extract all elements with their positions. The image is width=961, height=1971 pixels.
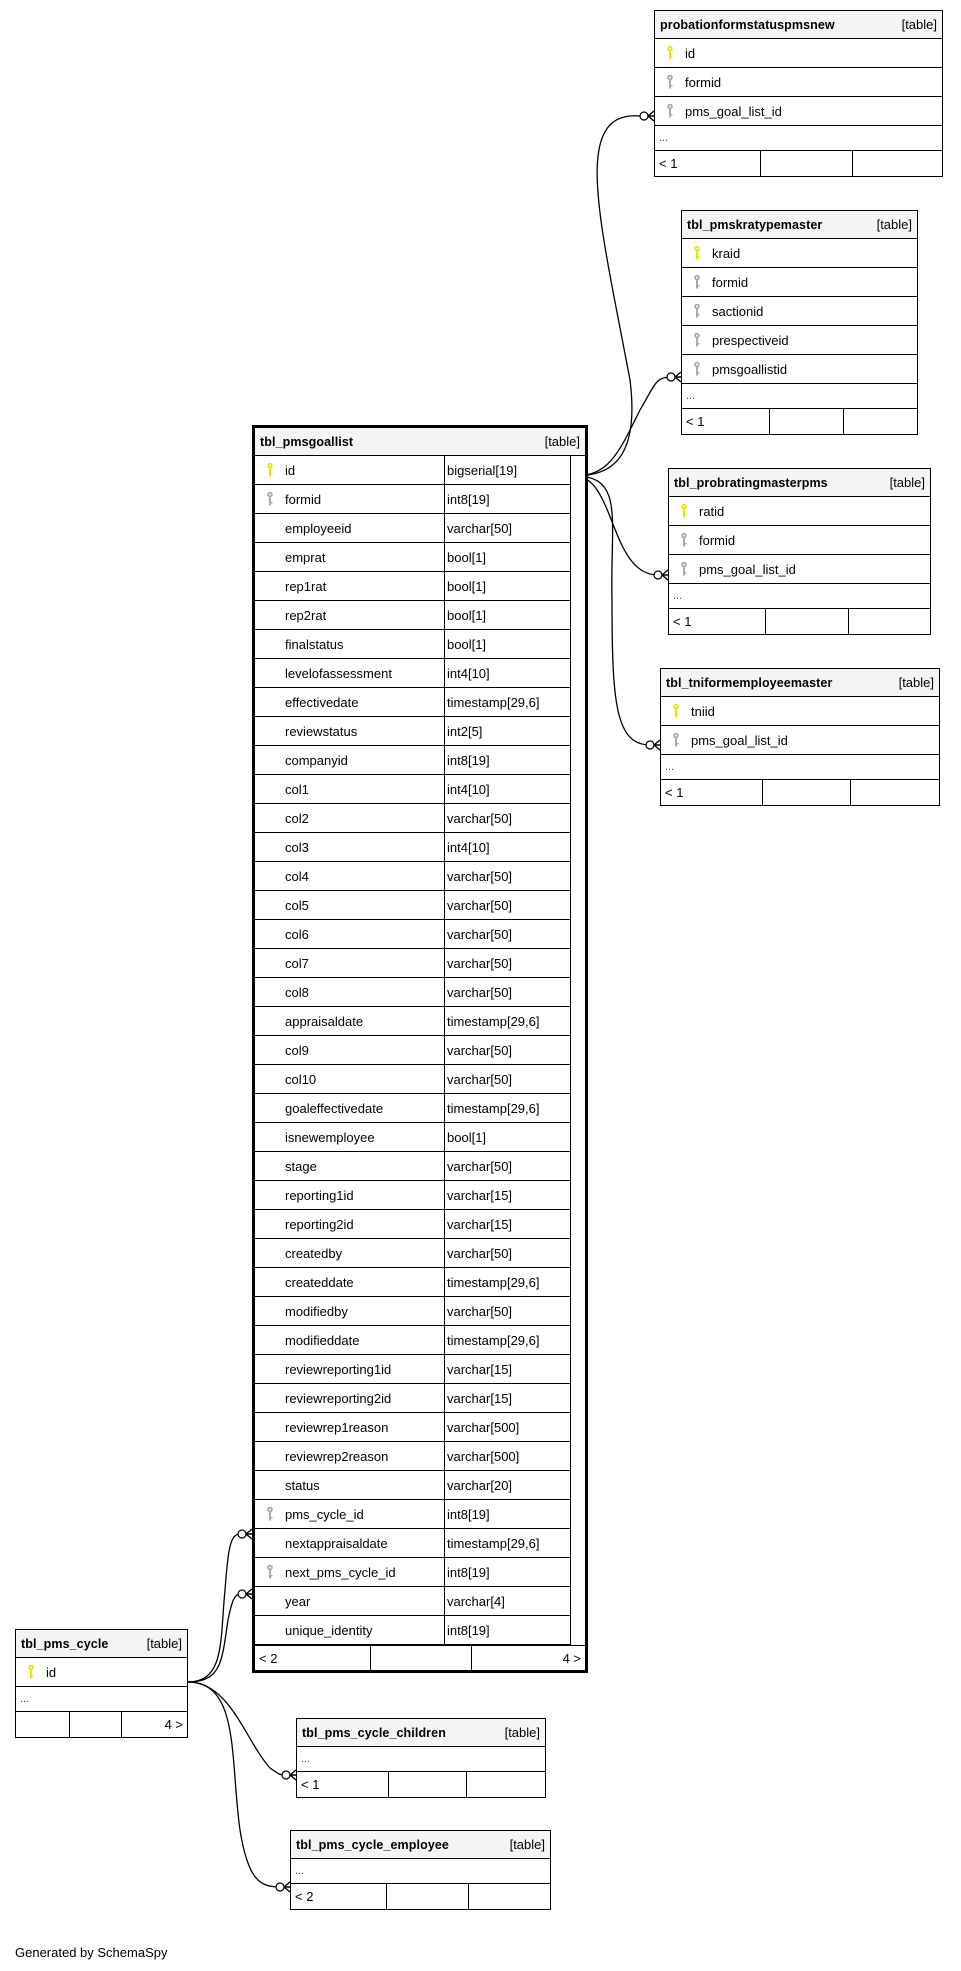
more-columns: ...	[661, 755, 939, 780]
column-name: reviewrep1reason	[285, 1419, 389, 1435]
column-row[interactable]	[255, 1500, 570, 1529]
generated-by-credit[interactable]: Generated by SchemaSpy	[15, 1945, 168, 1960]
column-name: goaleffectivedate	[285, 1100, 384, 1116]
table-kind: [table]	[901, 17, 937, 32]
table-kind: [table]	[504, 1725, 540, 1740]
column-name: col3	[285, 839, 309, 855]
rows-count	[389, 1772, 467, 1797]
column-row[interactable]	[682, 268, 917, 297]
table-kind: [table]	[876, 217, 912, 232]
column-row[interactable]	[255, 1181, 570, 1210]
rows-count	[761, 151, 853, 176]
column-type: varchar[50]	[444, 949, 570, 977]
foreign-key-icon	[669, 561, 699, 577]
column-name: tniid	[691, 703, 715, 719]
parents-count[interactable]: < 1	[297, 1772, 389, 1797]
column-name: col10	[285, 1071, 317, 1087]
table-name[interactable]: tbl_tniformemployeemaster	[666, 675, 833, 690]
column-type: bool[1]	[444, 572, 570, 600]
column-type: timestamp[29,6]	[444, 1094, 570, 1122]
crowfoot-probationformstatuspmsnew	[640, 111, 654, 121]
column-row[interactable]	[16, 1658, 187, 1687]
primary-key-icon	[655, 45, 685, 61]
table-footer	[682, 409, 917, 434]
table-name[interactable]: tbl_pmskratypemaster	[687, 217, 823, 232]
column-row[interactable]	[255, 485, 570, 514]
rows-count	[763, 780, 851, 805]
children-count[interactable]	[844, 409, 917, 434]
table-footer	[297, 1772, 545, 1797]
column-name: isnewemployee	[285, 1129, 375, 1145]
column-row[interactable]	[255, 630, 570, 659]
column-type: varchar[4]	[444, 1587, 570, 1615]
column-type: varchar[15]	[444, 1384, 570, 1412]
more-columns: ...	[682, 384, 917, 409]
children-count[interactable]	[467, 1772, 545, 1797]
parents-count[interactable]: < 1	[682, 409, 770, 434]
column-row[interactable]	[255, 804, 570, 833]
column-name: reporting1id	[285, 1187, 354, 1203]
column-name: kraid	[712, 245, 741, 261]
parents-count[interactable]: < 1	[655, 151, 761, 176]
column-type: timestamp[29,6]	[444, 1326, 570, 1354]
foreign-key-icon	[255, 1564, 285, 1580]
column-type: int2[5]	[444, 717, 570, 745]
crowfoot-tbl-pmskratypemaster	[667, 372, 681, 382]
column-row[interactable]	[669, 497, 930, 526]
column-type: varchar[50]	[444, 862, 570, 890]
table-footer	[661, 780, 939, 805]
column-row[interactable]	[255, 1529, 570, 1558]
column-row[interactable]	[255, 1326, 570, 1355]
column-name: modifieddate	[285, 1332, 360, 1348]
crowfoot-tbl-tniformemployeemaster	[646, 740, 660, 750]
column-name: reporting2id	[285, 1216, 354, 1232]
column-name: id	[685, 45, 696, 61]
table-footer	[255, 1645, 585, 1670]
foreign-key-icon	[655, 74, 685, 90]
column-row[interactable]	[255, 1355, 570, 1384]
column-name: effectivedate	[285, 694, 359, 710]
column-type: varchar[500]	[444, 1413, 570, 1441]
foreign-key-icon	[682, 361, 712, 377]
link-next-pms-cycle-id	[188, 1594, 240, 1682]
column-row[interactable]	[255, 1471, 570, 1500]
column-row[interactable]	[255, 1297, 570, 1326]
column-name: pmsgoallistid	[712, 361, 788, 377]
primary-key-icon	[682, 245, 712, 261]
table-kind: [table]	[146, 1636, 182, 1651]
parents-count[interactable]: < 2	[255, 1646, 371, 1670]
column-row[interactable]	[255, 949, 570, 978]
column-name: createdby	[285, 1245, 343, 1261]
column-name: rep2rat	[285, 607, 327, 623]
column-row[interactable]	[255, 543, 570, 572]
foreign-key-icon	[682, 332, 712, 348]
column-name: pms_goal_list_id	[699, 561, 796, 577]
children-count[interactable]	[469, 1884, 550, 1909]
parents-count[interactable]	[16, 1712, 70, 1737]
column-row[interactable]	[255, 688, 570, 717]
parents-count[interactable]: < 2	[291, 1884, 387, 1909]
column-row[interactable]	[255, 920, 570, 949]
column-type: varchar[50]	[444, 1239, 570, 1267]
rows-count	[770, 409, 844, 434]
rows-count	[766, 609, 849, 634]
column-name: col6	[285, 926, 309, 942]
column-type: varchar[500]	[444, 1442, 570, 1470]
column-name: stage	[285, 1158, 317, 1174]
column-row[interactable]	[255, 1094, 570, 1123]
table-tbl-pmsgoallist[interactable]	[252, 425, 588, 1673]
more-columns: ...	[669, 584, 930, 609]
table-tbl-probratingmasterpms[interactable]	[668, 468, 931, 635]
column-row[interactable]	[255, 1123, 570, 1152]
foreign-key-icon	[255, 491, 285, 507]
crowfoot-next-pms-cycle-id	[238, 1589, 252, 1599]
table-tbl-pms-cycle-children[interactable]	[296, 1718, 546, 1798]
column-name: modifiedby	[285, 1303, 348, 1319]
more-columns: ...	[655, 126, 942, 151]
parents-count[interactable]: < 1	[669, 609, 766, 634]
link-probationformstatuspmsnew	[575, 116, 640, 476]
column-name: createddate	[285, 1274, 354, 1290]
column-name: col4	[285, 868, 309, 884]
foreign-key-icon	[682, 303, 712, 319]
column-name: companyid	[285, 752, 348, 768]
children-count[interactable]	[853, 151, 942, 176]
column-row[interactable]	[255, 601, 570, 630]
column-row[interactable]	[255, 1558, 570, 1587]
more-columns: ...	[297, 1747, 545, 1772]
column-type: varchar[50]	[444, 1152, 570, 1180]
column-type: int8[19]	[444, 1616, 570, 1644]
column-type: varchar[15]	[444, 1355, 570, 1383]
column-type: timestamp[29,6]	[444, 1268, 570, 1296]
parents-count[interactable]: < 1	[661, 780, 763, 805]
column-row[interactable]	[655, 68, 942, 97]
column-type: varchar[50]	[444, 1036, 570, 1064]
column-row[interactable]	[255, 1616, 570, 1645]
column-name: id	[46, 1664, 57, 1680]
foreign-key-icon	[655, 103, 685, 119]
column-type: int8[19]	[444, 1500, 570, 1528]
column-row[interactable]	[255, 833, 570, 862]
table-kind: [table]	[544, 434, 580, 449]
column-row[interactable]	[255, 1587, 570, 1616]
column-name: year	[285, 1593, 311, 1609]
column-row[interactable]	[255, 1036, 570, 1065]
column-row[interactable]	[255, 514, 570, 543]
column-name: rep1rat	[285, 578, 327, 594]
column-row[interactable]	[255, 1384, 570, 1413]
column-name: finalstatus	[285, 636, 344, 652]
table-footer	[16, 1712, 187, 1737]
table-probationformstatuspmsnew[interactable]	[654, 10, 943, 177]
column-name: appraisaldate	[285, 1013, 364, 1029]
column-name: pms_goal_list_id	[685, 103, 782, 119]
column-name: pms_cycle_id	[285, 1506, 364, 1522]
column-name: pms_goal_list_id	[691, 732, 788, 748]
column-name: formid	[699, 532, 736, 548]
rows-count	[371, 1646, 472, 1670]
column-type: int4[10]	[444, 833, 570, 861]
rows-count	[70, 1712, 122, 1737]
table-tbl-pmskratypemaster[interactable]	[681, 210, 918, 435]
column-row[interactable]	[255, 572, 570, 601]
foreign-key-icon	[661, 732, 691, 748]
table-tbl-tniformemployeemaster[interactable]	[660, 668, 940, 806]
table-kind: [table]	[509, 1837, 545, 1852]
link-tbl-pmskratypemaster	[575, 377, 671, 476]
table-name[interactable]: probationformstatuspmsnew	[660, 17, 835, 32]
column-type: varchar[15]	[444, 1210, 570, 1238]
column-name: ratid	[699, 503, 725, 519]
column-name: levelofassessment	[285, 665, 392, 681]
column-type: timestamp[29,6]	[444, 1529, 570, 1557]
column-row[interactable]	[255, 1239, 570, 1268]
table-name[interactable]: tbl_pms_cycle	[21, 1636, 109, 1651]
column-type: timestamp[29,6]	[444, 688, 570, 716]
column-row[interactable]	[255, 1210, 570, 1239]
column-row[interactable]	[669, 555, 930, 584]
column-row[interactable]	[682, 326, 917, 355]
column-type: int8[19]	[444, 1558, 570, 1586]
column-row[interactable]	[661, 726, 939, 755]
column-name: reviewreporting2id	[285, 1390, 392, 1406]
foreign-key-icon	[669, 532, 699, 548]
column-type: int8[19]	[444, 485, 570, 513]
link-tbl-pms-cycle-children	[188, 1682, 286, 1775]
column-name: prespectiveid	[712, 332, 789, 348]
column-name: formid	[285, 491, 322, 507]
primary-key-icon	[661, 703, 691, 719]
crowfoot-pms-cycle-id	[238, 1529, 252, 1539]
column-name: col7	[285, 955, 309, 971]
column-row[interactable]	[255, 775, 570, 804]
table-kind: [table]	[889, 475, 925, 490]
children-count[interactable]: 4 >	[164, 1717, 183, 1732]
column-row[interactable]	[255, 746, 570, 775]
crowfoot-tbl-pms-cycle-children	[282, 1770, 296, 1780]
column-type: bool[1]	[444, 630, 570, 658]
table-name[interactable]: tbl_pmsgoallist	[260, 434, 354, 449]
table-tbl-pms-cycle[interactable]	[15, 1629, 188, 1738]
column-name: id	[285, 462, 296, 478]
column-type: varchar[50]	[444, 978, 570, 1006]
column-name: col1	[285, 781, 309, 797]
column-name: employeeid	[285, 520, 352, 536]
column-row[interactable]	[655, 39, 942, 68]
column-name: formid	[712, 274, 749, 290]
foreign-key-icon	[682, 274, 712, 290]
children-count[interactable]	[851, 780, 939, 805]
more-columns: ...	[291, 1859, 550, 1884]
crowfoot-tbl-pms-cycle-employee	[276, 1882, 290, 1892]
column-type: varchar[50]	[444, 1297, 570, 1325]
column-type: varchar[50]	[444, 891, 570, 919]
primary-key-icon	[669, 503, 699, 519]
column-type: bool[1]	[444, 601, 570, 629]
column-row[interactable]	[255, 659, 570, 688]
column-name: formid	[685, 74, 722, 90]
column-name: col8	[285, 984, 309, 1000]
rows-count	[387, 1884, 469, 1909]
table-name[interactable]: tbl_probratingmasterpms	[674, 475, 828, 490]
more-columns: ...	[16, 1687, 187, 1712]
table-name[interactable]: tbl_pms_cycle_employee	[296, 1837, 449, 1852]
crowfoot-tbl-probratingmasterpms	[654, 570, 668, 580]
children-count[interactable]: 4 >	[562, 1650, 581, 1666]
column-type: timestamp[29,6]	[444, 1007, 570, 1035]
column-row[interactable]	[255, 717, 570, 746]
table-tbl-pms-cycle-employee[interactable]	[290, 1830, 551, 1910]
column-type: varchar[15]	[444, 1181, 570, 1209]
column-type: int4[10]	[444, 775, 570, 803]
primary-key-icon	[255, 462, 285, 478]
column-type: int8[19]	[444, 746, 570, 774]
foreign-key-icon	[255, 1506, 285, 1522]
column-row[interactable]	[682, 355, 917, 384]
column-name: reviewreporting1id	[285, 1361, 392, 1377]
column-name: col2	[285, 810, 309, 826]
column-type: varchar[20]	[444, 1471, 570, 1499]
column-row[interactable]	[255, 1007, 570, 1036]
column-row[interactable]	[255, 1413, 570, 1442]
column-row[interactable]	[255, 978, 570, 1007]
column-name: status	[285, 1477, 320, 1493]
column-name: unique_identity	[285, 1622, 373, 1638]
column-row[interactable]	[255, 1152, 570, 1181]
column-row[interactable]	[682, 239, 917, 268]
column-name: sactionid	[712, 303, 764, 319]
link-tbl-pms-cycle-employee	[188, 1682, 280, 1887]
link-pms-cycle-id	[188, 1534, 240, 1682]
column-row[interactable]	[255, 891, 570, 920]
column-row[interactable]	[682, 297, 917, 326]
column-row[interactable]	[255, 1268, 570, 1297]
column-name: reviewrep2reason	[285, 1448, 389, 1464]
column-name: nextappraisaldate	[285, 1535, 388, 1551]
column-name: reviewstatus	[285, 723, 358, 739]
table-name[interactable]: tbl_pms_cycle_children	[302, 1725, 446, 1740]
column-type: bool[1]	[444, 1123, 570, 1151]
column-row[interactable]	[255, 1065, 570, 1094]
column-row[interactable]	[255, 456, 570, 485]
column-name: col5	[285, 897, 309, 913]
table-kind: [table]	[898, 675, 934, 690]
column-type: varchar[50]	[444, 514, 570, 542]
column-row[interactable]	[655, 97, 942, 126]
primary-key-icon	[16, 1664, 46, 1680]
column-name: next_pms_cycle_id	[285, 1564, 396, 1580]
column-row[interactable]	[661, 697, 939, 726]
column-type: bool[1]	[444, 543, 570, 571]
column-name: col9	[285, 1042, 309, 1058]
column-type: bigserial[19]	[444, 456, 570, 484]
column-row[interactable]	[255, 862, 570, 891]
column-type: varchar[50]	[444, 1065, 570, 1093]
table-footer	[669, 609, 930, 634]
column-row[interactable]	[255, 1442, 570, 1471]
table-footer	[291, 1884, 550, 1909]
column-type: varchar[50]	[444, 920, 570, 948]
column-type: int4[10]	[444, 659, 570, 687]
column-type: varchar[50]	[444, 804, 570, 832]
column-row[interactable]	[669, 526, 930, 555]
column-name: emprat	[285, 549, 326, 565]
table-footer	[655, 151, 942, 176]
children-count[interactable]	[849, 609, 930, 634]
